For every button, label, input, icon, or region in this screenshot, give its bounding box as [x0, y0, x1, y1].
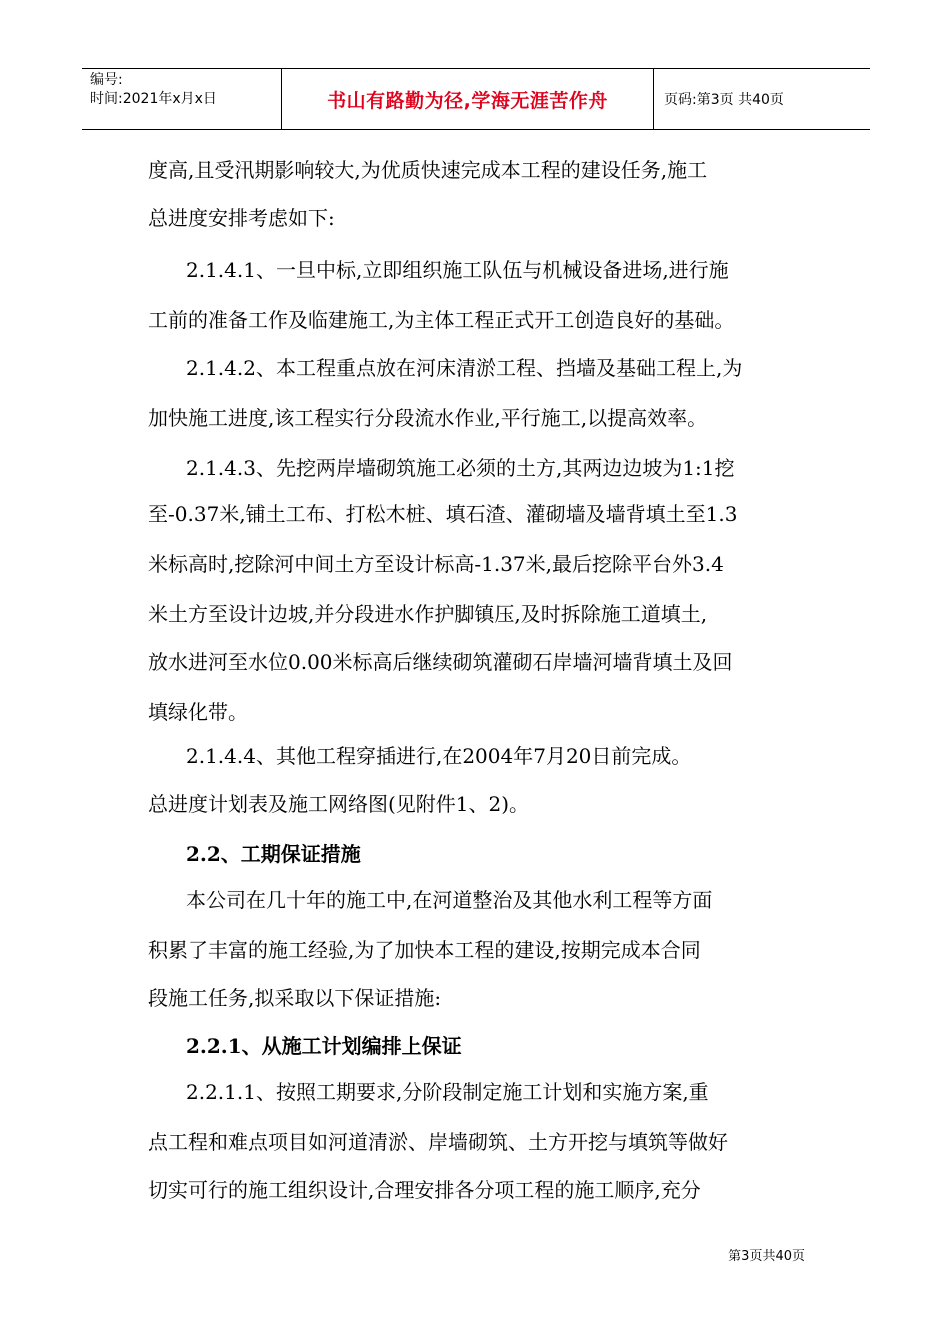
section-heading-2-2: 2.2、工期保证措施: [186, 842, 361, 866]
item-2-1-4-3: 2.1.4.3、先挖两岸墙砌筑施工必须的土方,其两边边坡为1:1挖: [186, 456, 735, 480]
header-meta: [82, 69, 282, 129]
paragraph-line: 填绿化带。: [148, 700, 248, 724]
paragraph-line: 段施工任务,拟采取以下保证措施:: [148, 986, 442, 1010]
header-page-number: 页码:第3页 共40页: [664, 92, 784, 108]
paragraph-line: 至-0.37米,铺土工布、打松木桩、填石渣、灌砌墙及墙背填土至1.3: [148, 502, 738, 526]
paragraph-line: 度高,且受汛期影响较大,为优质快速完成本工程的建设任务,施工: [148, 158, 708, 182]
header-motto: 书山有路勤为径,学海无涯苦作舟: [282, 69, 654, 129]
page-footer: 第3页共40页: [728, 1249, 805, 1264]
paragraph-line: 米标高时,挖除河中间土方至设计标高-1.37米,最后挖除平台外3.4: [148, 552, 724, 576]
paragraph-line: 加快施工进度,该工程实行分段流水作业,平行施工,以提高效率。: [148, 406, 708, 430]
item-2-1-4-1: 2.1.4.1、一旦中标,立即组织施工队伍与机械设备进场,进行施: [186, 258, 729, 282]
section-heading-2-2-1: 2.2.1、从施工计划编排上保证: [186, 1034, 462, 1058]
paragraph-line: 总进度安排考虑如下:: [148, 206, 335, 230]
page-header: [82, 68, 870, 130]
paragraph-line: 总进度计划表及施工网络图(见附件1、2)。: [148, 792, 530, 816]
paragraph-line: 点工程和难点项目如河道清淤、岸墙砌筑、土方开挖与填筑等做好: [148, 1130, 728, 1154]
paragraph-line: 积累了丰富的施工经验,为了加快本工程的建设,按期完成本合同: [148, 938, 701, 962]
paragraph-line: 本公司在几十年的施工中,在河道整治及其他水利工程等方面: [186, 888, 713, 912]
item-2-2-1-1: 2.2.1.1、按照工期要求,分阶段制定施工计划和实施方案,重: [186, 1080, 709, 1104]
document-date: 时间:2021年x月x日: [90, 91, 217, 107]
paragraph-line: 切实可行的施工组织设计,合理安排各分项工程的施工顺序,充分: [148, 1178, 701, 1202]
item-2-1-4-2: 2.1.4.2、本工程重点放在河床清淤工程、挡墙及基础工程上,为: [186, 356, 743, 380]
paragraph-line: 米土方至设计边坡,并分段进水作护脚镇压,及时拆除施工道填土,: [148, 602, 708, 626]
item-2-1-4-4: 2.1.4.4、其他工程穿插进行,在2004年7月20日前完成。: [186, 744, 692, 768]
document-number-label: 编号:: [90, 72, 123, 88]
paragraph-line: 放水进河至水位0.00米标高后继续砌筑灌砌石岸墙河墙背填土及回: [148, 650, 733, 674]
paragraph-line: 工前的准备工作及临建施工,为主体工程正式开工创造良好的基础。: [148, 308, 735, 332]
